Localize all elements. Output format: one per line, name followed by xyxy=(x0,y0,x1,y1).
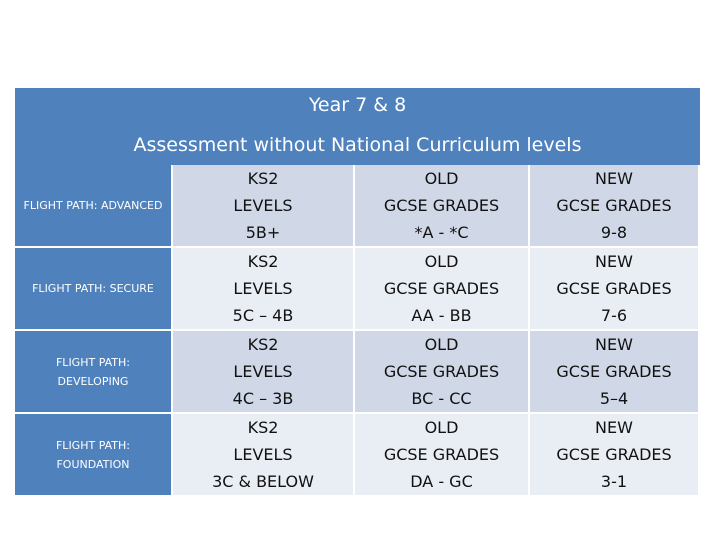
flight-path-label xyxy=(15,165,173,248)
flight-path-text: FLIGHT PATH: FOUNDATION xyxy=(55,438,130,471)
flight-path-label xyxy=(15,414,173,497)
cell-line: OLD xyxy=(424,169,459,188)
cell-line: OLD xyxy=(424,335,459,354)
cell-line: GCSE GRADES xyxy=(383,196,500,215)
new-gcse-cell xyxy=(530,414,700,497)
old-gcse-cell xyxy=(355,165,530,248)
old-gcse-cell xyxy=(355,248,530,331)
cell-line: OLD xyxy=(424,252,459,271)
cell-line: LEVELS xyxy=(233,196,293,215)
cell-line: *A - *C xyxy=(414,223,469,242)
cell-line: NEW xyxy=(595,252,633,271)
ks2-cell xyxy=(173,331,355,414)
cell-line: KS2 xyxy=(247,418,279,437)
cell-line: GCSE GRADES xyxy=(556,445,672,464)
ks2-cell xyxy=(173,248,355,331)
cell-line: LEVELS xyxy=(233,445,293,464)
cell-line: GCSE GRADES xyxy=(556,196,672,215)
new-gcse-cell xyxy=(530,248,700,331)
cell-line: 5B+ xyxy=(245,223,281,242)
cell-line: KS2 xyxy=(247,252,279,271)
table-title: Year 7 & 8 xyxy=(308,94,407,116)
cell-line: AA - BB xyxy=(411,306,472,325)
ks2-cell xyxy=(173,414,355,497)
cell-line: 4C – 3B xyxy=(232,389,294,408)
cell-line: NEW xyxy=(595,418,633,437)
cell-line: GCSE GRADES xyxy=(383,362,500,381)
flight-path-text: FLIGHT PATH: DEVELOPING xyxy=(55,355,130,388)
ks2-cell xyxy=(173,165,355,248)
cell-line: BC - CC xyxy=(411,389,472,408)
cell-line: LEVELS xyxy=(233,279,293,298)
cell-line: DA - GC xyxy=(410,472,473,491)
old-gcse-cell xyxy=(355,331,530,414)
table-header xyxy=(15,88,700,165)
cell-line: KS2 xyxy=(247,335,279,354)
flight-path-text: FLIGHT PATH: SECURE xyxy=(32,282,154,295)
cell-line: 9-8 xyxy=(600,223,628,242)
flight-path-label xyxy=(15,331,173,414)
cell-line: 5–4 xyxy=(599,389,629,408)
old-gcse-cell xyxy=(355,414,530,497)
cell-line: 3C & BELOW xyxy=(212,472,314,491)
cell-line: GCSE GRADES xyxy=(556,279,672,298)
cell-line: NEW xyxy=(595,169,633,188)
cell-line: KS2 xyxy=(247,169,279,188)
cell-line: GCSE GRADES xyxy=(383,445,500,464)
cell-line: NEW xyxy=(595,335,633,354)
flight-path-text: FLIGHT PATH: ADVANCED xyxy=(23,199,163,212)
flight-path-label xyxy=(15,248,173,331)
new-gcse-cell xyxy=(530,165,700,248)
cell-line: OLD xyxy=(424,418,459,437)
table-subtitle: Assessment without National Curriculum levels xyxy=(133,134,582,156)
assessment-grid xyxy=(15,165,700,495)
new-gcse-cell xyxy=(530,331,700,414)
cell-line: 7-6 xyxy=(600,306,628,325)
cell-line: GCSE GRADES xyxy=(556,362,672,381)
cell-line: GCSE GRADES xyxy=(383,279,500,298)
cell-line: 3-1 xyxy=(600,472,628,491)
cell-line: 5C – 4B xyxy=(232,306,294,325)
cell-line: LEVELS xyxy=(233,362,293,381)
